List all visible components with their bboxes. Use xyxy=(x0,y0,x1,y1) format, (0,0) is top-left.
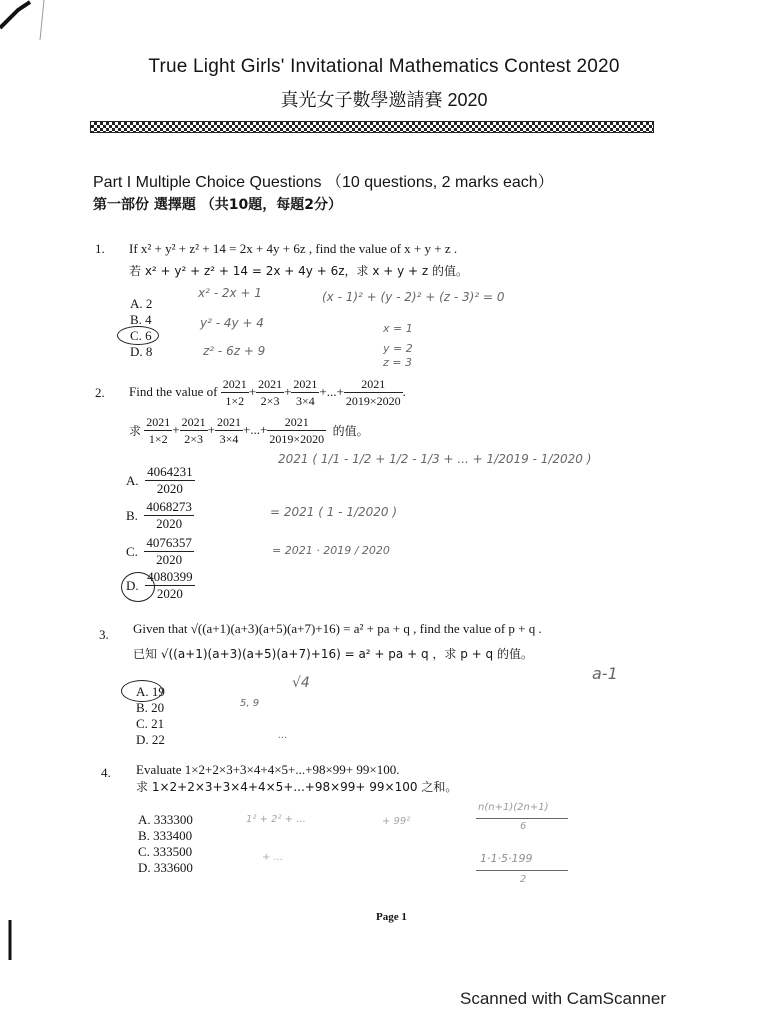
q2-option-a xyxy=(126,464,195,497)
q4-work-5: + ... xyxy=(262,852,284,863)
q4-number: 4. xyxy=(101,765,111,780)
q2-option-b xyxy=(126,499,194,532)
q1-work-y2: y = 2 xyxy=(383,342,413,355)
q3-text-en: Given that √((a+1)(a+3)(a+5)(a+7)+16) = a² + pa + q , find the value of p + q . xyxy=(133,621,542,636)
q2-zh-dots: +...+ xyxy=(242,422,268,437)
q1-work-z: z² - 6z + 9 xyxy=(203,344,266,358)
q2-line-zh: 求 $\frac{2021}{1\times 2}$ + $\frac{2021}{2\times 3}$ + $\frac{2021}{3\times 4}$ +...+ $\frac{2021}{2019\times 2020}$ 的值。 xyxy=(129,414,369,446)
q2-option-a-den: 2020 xyxy=(156,481,183,496)
q2-zh-term-3-den: 3×4 xyxy=(219,431,239,446)
q1-text-zh: 若 x² + y² + z² + 14 = 2x + 4y + 6z，求 x + y + z 的值。 xyxy=(129,264,469,278)
q4-work-fraction-bar xyxy=(476,818,568,819)
contest-title-zh: 真光女子數學邀請賽 2020 xyxy=(280,90,488,110)
q1-number: 1. xyxy=(95,241,105,256)
q2-option-a-num: 4064231 xyxy=(147,464,193,479)
q4-work-7: 2 xyxy=(520,874,527,885)
q4-work-1: 1² + 2² + ... xyxy=(246,814,306,825)
q2-work-3: = 2021 · 2019 / 2020 xyxy=(272,544,390,557)
q2-option-b-frac xyxy=(144,499,194,532)
q1-work-x1: x = 1 xyxy=(383,322,413,335)
q3-work-2: a-1 xyxy=(592,664,618,683)
q3-work-3: 5, 9 xyxy=(240,698,260,709)
q2-term-2-den: 2×3 xyxy=(260,393,280,408)
q4-option-a: A. 333300 xyxy=(138,812,193,827)
q2-work-2: = 2021 ( 1 - 1/2020 ) xyxy=(270,505,398,519)
q2-number: 2. xyxy=(95,385,105,400)
q2-term-last xyxy=(344,376,403,409)
q2-zh-term-3-num: 2021 xyxy=(216,414,241,429)
q2-zh-term-last xyxy=(267,414,326,447)
q1-answer-circle xyxy=(117,326,159,345)
q2-term-2-num: 2021 xyxy=(258,376,283,391)
q2-work-1: 2021 ( 1/1 - 1/2 + 1/2 - 1/3 + ... + 1/2019 - 1/2020 ) xyxy=(278,452,592,466)
q2-zh-term-2 xyxy=(180,414,208,447)
part-title-en: Part I Multiple Choice Questions （10 questions, 2 marks each） xyxy=(93,174,554,191)
q4-option-d: D. 333600 xyxy=(138,860,193,875)
q3-option-a: A. 19 xyxy=(136,684,165,699)
q2-zh-term-1-num: 2021 xyxy=(146,414,171,429)
q3-option-c: C. 21 xyxy=(136,716,165,731)
q2-option-c-frac xyxy=(144,535,194,568)
q4-option-b: B. 333400 xyxy=(138,828,193,843)
q2-term-3 xyxy=(291,376,319,409)
q3-option-b: B. 20 xyxy=(136,700,165,715)
decorative-checker-band xyxy=(90,121,654,133)
q2-line-en: Find the value of $\frac{2021}{1\times 2}$ + $\frac{2021}{2\times 3}$ + $\frac{2021}{3\times 4}$ +...+ $\frac{2021}{2019\times 2020}$ . xyxy=(129,376,406,408)
q2-option-c-label: C. xyxy=(126,543,138,559)
q2-option-d-den: 2020 xyxy=(156,586,183,601)
q4-option-c: C. 333500 xyxy=(138,844,193,859)
q2-zh-term-last-num: 2021 xyxy=(267,414,326,431)
q4-text-zh: 求 1×2+2×3+3×4+4×5+...+98×99+ 99×100 之和。 xyxy=(136,780,458,794)
q1-option-d: D. 8 xyxy=(130,344,153,359)
q2-option-b-label: B. xyxy=(126,507,138,523)
q2-term-3-den: 3×4 xyxy=(296,393,315,408)
q2-option-a-label: A. xyxy=(126,472,139,488)
q2-zh-term-1-den: 1×2 xyxy=(148,431,168,446)
q2-zh-term-3 xyxy=(215,414,243,447)
q2-zh-term-2-den: 2×3 xyxy=(184,431,203,446)
q4-work-fraction-bar-2 xyxy=(476,870,568,871)
q2-option-c-num: 4076357 xyxy=(146,535,192,550)
q2-term-1 xyxy=(221,376,249,409)
q2-option-d-num: 4080399 xyxy=(147,569,193,584)
q1-option-c: C. 6 xyxy=(130,328,152,343)
q1-work-sum: (x - 1)² + (y - 2)² + (z - 3)² = 0 xyxy=(322,290,505,304)
q2-tail-zh: 的值。 xyxy=(332,423,369,438)
q2-dots: +...+ xyxy=(319,384,344,399)
q1-text-en: If x² + y² + z² + 14 = 2x + 4y + 6z , find the value of x + y + z . xyxy=(129,241,458,256)
q2-lead-zh: 求 xyxy=(129,423,142,438)
q4-work-6: 1·1·5·199 xyxy=(480,852,533,865)
q2-term-2 xyxy=(256,376,284,409)
q1-work-z3: z = 3 xyxy=(383,356,412,369)
q2-term-3-num: 2021 xyxy=(293,376,318,391)
page-number: Page 1 xyxy=(376,911,407,923)
q2-lead-en: Find the value of xyxy=(129,384,218,399)
scanner-watermark: Scanned with CamScanner xyxy=(460,989,667,1008)
q3-option-d: D. 22 xyxy=(136,732,165,747)
q1-work-x: x² - 2x + 1 xyxy=(198,286,262,300)
q4-work-2: + 99² xyxy=(382,816,411,827)
q1-option-b: B. 4 xyxy=(130,312,152,327)
q3-work-1: √4 xyxy=(292,675,310,691)
q3-answer-circle xyxy=(121,680,163,702)
q2-zh-term-2-num: 2021 xyxy=(181,414,206,429)
q2-option-d-label: D. xyxy=(126,577,139,593)
q2-term-last-den: 2019×2020 xyxy=(345,393,401,408)
q2-option-b-den: 2020 xyxy=(156,516,183,531)
q3-work-4: ... xyxy=(278,730,288,741)
q2-zh-term-last-den: 2019×2020 xyxy=(269,431,325,446)
q1-work-y: y² - 4y + 4 xyxy=(200,316,264,330)
q2-answer-circle xyxy=(121,572,155,602)
q4-text-en: Evaluate 1×2+2×3+3×4+4×5+...+98×99+ 99×100. xyxy=(136,762,400,777)
contest-title-en: True Light Girls' Invitational Mathematics Contest 2020 xyxy=(148,56,620,77)
q2-term-last-num: 2021 xyxy=(344,376,403,393)
q4-work-3: n(n+1)(2n+1) xyxy=(478,802,549,813)
q4-work-4: 6 xyxy=(520,821,527,832)
part-title-zh: 第一部份 選擇題 （共10題，每題2分） xyxy=(93,197,342,213)
q2-option-b-num: 4068273 xyxy=(146,499,192,514)
q3-text-zh: 已知 √((a+1)(a+3)(a+5)(a+7)+16) = a² + pa + q ，求 p + q 的值。 xyxy=(133,647,533,661)
q2-option-c-den: 2020 xyxy=(156,552,183,567)
q1-option-a: A. 2 xyxy=(130,296,153,311)
q2-option-c xyxy=(126,535,194,568)
q2-zh-term-1 xyxy=(144,414,172,447)
q2-option-a-frac xyxy=(145,464,195,497)
q3-number: 3. xyxy=(99,627,109,642)
q2-term-1-num: 2021 xyxy=(222,376,247,391)
q2-term-1-den: 1×2 xyxy=(225,393,245,408)
